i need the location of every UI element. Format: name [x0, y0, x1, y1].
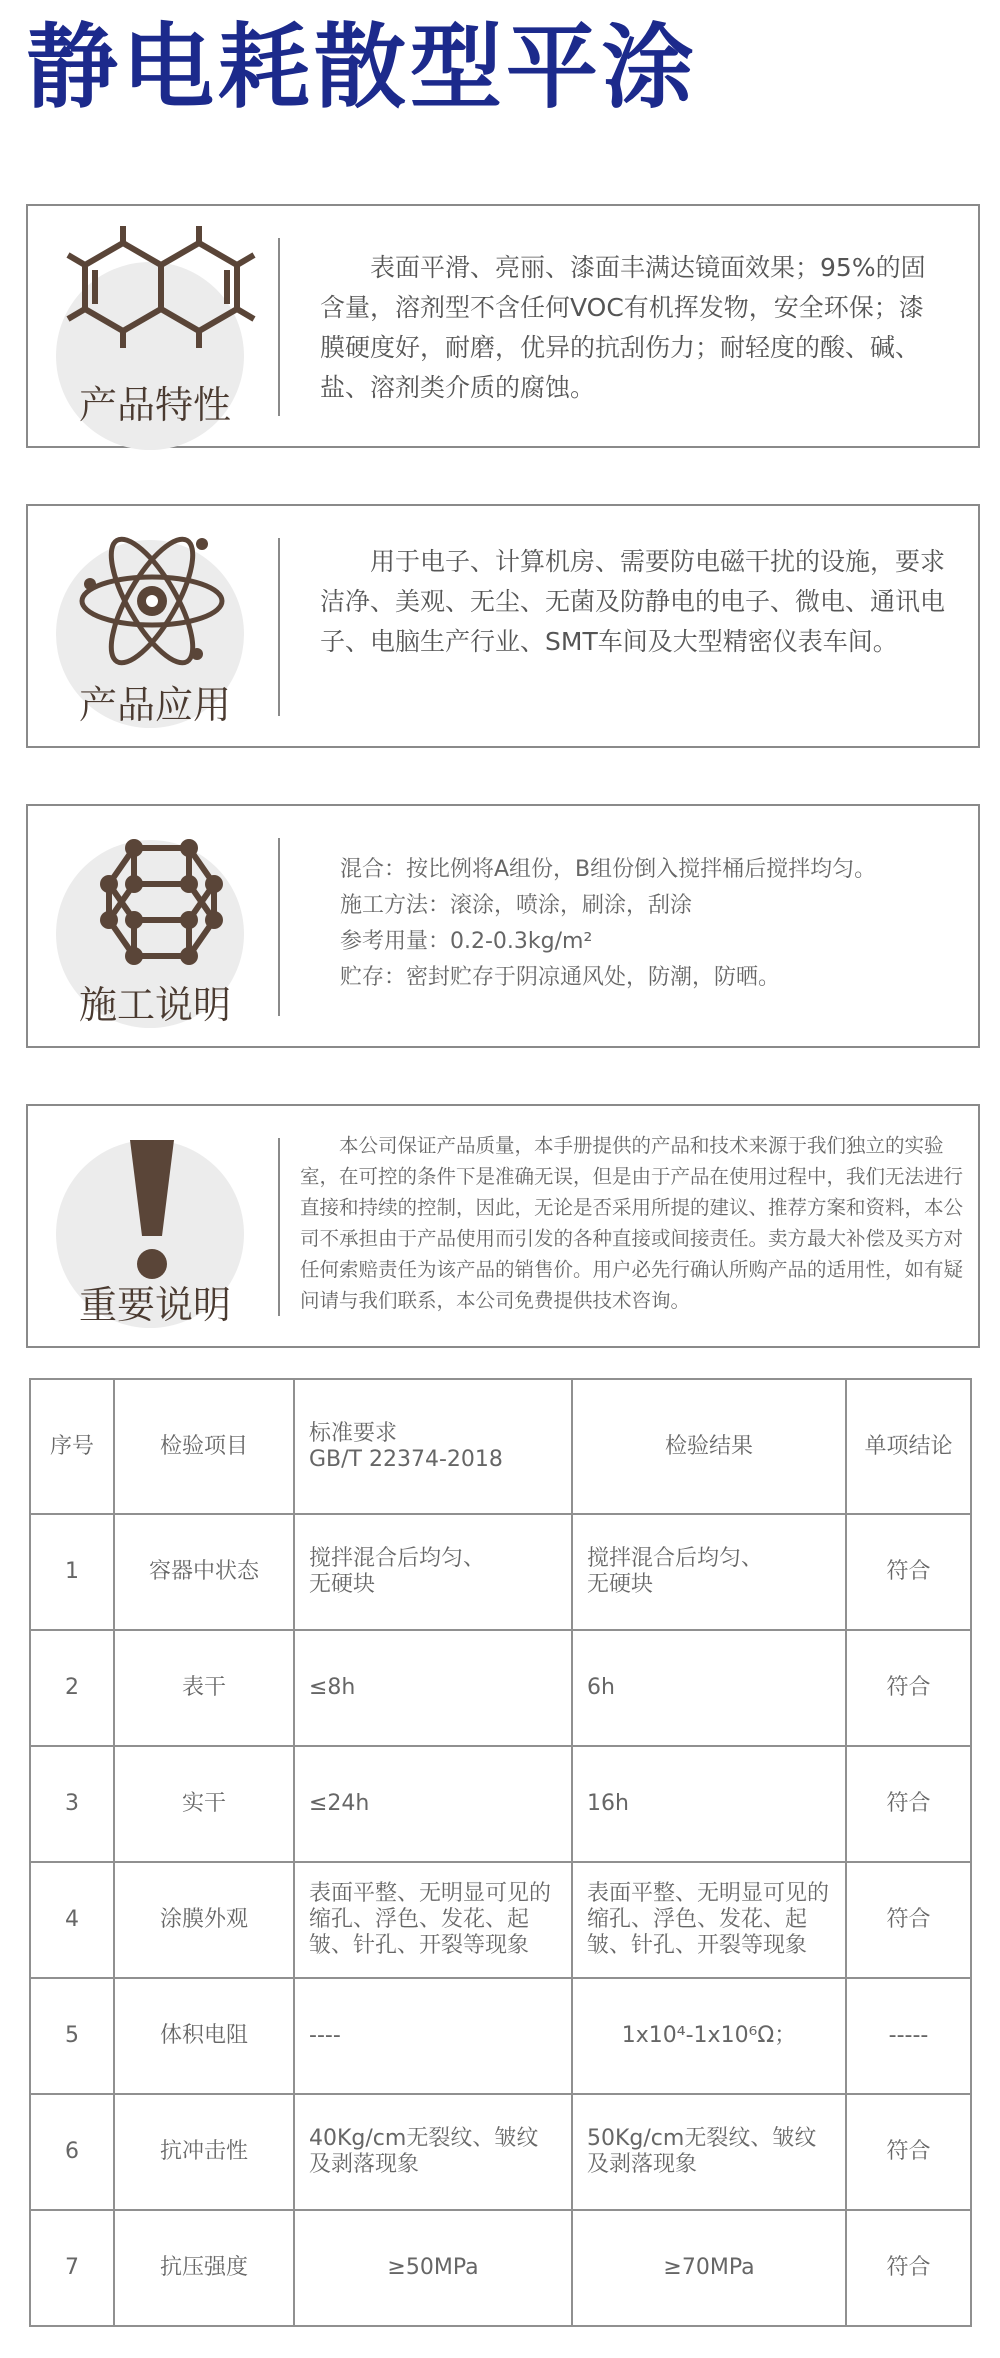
table-cell: 6h [572, 1630, 846, 1746]
table-cell: 实干 [114, 1746, 294, 1862]
table-row [30, 1746, 971, 1862]
card-label: 产品应用 [78, 683, 231, 727]
table-cell: 7 [30, 2210, 114, 2326]
table-cell: 符合 [846, 2094, 971, 2210]
table-row [30, 1514, 971, 1630]
table-cell: 表面平整、无明显可见的缩孔、浮色、发花、起皱、针孔、开裂等现象 [572, 1862, 846, 1978]
divider [278, 838, 280, 1016]
table-header-row [30, 1379, 971, 1514]
table-cell: 体积电阻 [114, 1978, 294, 2094]
divider [278, 1138, 280, 1316]
atom-icon [52, 526, 252, 676]
table-cell: 表干 [114, 1630, 294, 1746]
table-cell: 搅拌混合后均匀、 无硬块 [294, 1514, 572, 1630]
table-cell: ≤24h [294, 1746, 572, 1862]
table-row [30, 1862, 971, 1978]
table-cell: 50Kg/cm无裂纹、皱纹及剥落现象 [572, 2094, 846, 2210]
table-cell: ----- [846, 1978, 971, 2094]
naphthalene-molecule-icon [38, 218, 278, 368]
card-label: 产品特性 [78, 383, 231, 427]
table-row [30, 1630, 971, 1746]
table-cell: 16h [572, 1746, 846, 1862]
table-cell: 符合 [846, 1514, 971, 1630]
table-cell: 符合 [846, 2210, 971, 2326]
inspection-table [29, 1378, 972, 2327]
table-cell: ≤8h [294, 1630, 572, 1746]
table-cell: 搅拌混合后均匀、 无硬块 [572, 1514, 846, 1630]
table-cell: 6 [30, 2094, 114, 2210]
table-cell: 3 [30, 1746, 114, 1862]
important-notice-card [26, 1104, 980, 1348]
table-row [30, 2210, 971, 2326]
table-cell: 表面平整、无明显可见的缩孔、浮色、发花、起皱、针孔、开裂等现象 [294, 1862, 572, 1978]
table-cell: 1 [30, 1514, 114, 1630]
table-cell: 符合 [846, 1746, 971, 1862]
instruction-lines [340, 852, 876, 996]
table-header-cell: 序号 [30, 1379, 114, 1514]
table-cell: ≥50MPa [294, 2210, 572, 2326]
construction-instructions-card [26, 804, 980, 1048]
table-header-cell: 标准要求 GB/T 22374-2018 [294, 1379, 572, 1514]
method-line: 施工方法：滚涂，喷涂，刷涂，刮涂 [340, 893, 693, 918]
table-cell: 抗冲击性 [114, 2094, 294, 2210]
table-cell: 40Kg/cm无裂纹、皱纹及剥落现象 [294, 2094, 572, 2210]
card-label: 施工说明 [78, 983, 231, 1027]
table-header-cell: 检验结果 [572, 1379, 846, 1514]
table-row [30, 2094, 971, 2210]
exclamation-icon [52, 1126, 252, 1296]
dosage-line: 参考用量：0.2-0.3kg/m² [340, 929, 593, 954]
table-row [30, 1978, 971, 2094]
table-cell: ---- [294, 1978, 572, 2094]
table-cell: 抗压强度 [114, 2210, 294, 2326]
page-title: 静电耗散型平涂 [26, 14, 699, 121]
table-cell: 符合 [846, 1862, 971, 1978]
card-body-text: 表面平滑、亮丽、漆面丰满达镜面效果；95%的固含量，溶剂型不含任何VOC有机挥发物，安全环保；漆膜硬度好，耐磨，优异的抗刮伤力；耐轻度的酸、碱、盐、溶剂类介质的腐蚀。 [320, 253, 926, 402]
table-cell: 容器中状态 [114, 1514, 294, 1630]
table-header-cell: 检验项目 [114, 1379, 294, 1514]
crystal-lattice-icon [54, 826, 254, 976]
table-cell: 2 [30, 1630, 114, 1746]
divider [278, 538, 280, 716]
card-body-text: 本公司保证产品质量，本手册提供的产品和技术来源于我们独立的实验室，在可控的条件下是准确无误，但是由于产品在使用过程中，我们无法进行直接和持续的控制，因此，无论是否采用所提的建议、推荐方案和资料，本公司不承担由于产品使用而引发的各种直接或间接责任。卖方最大补偿及买方对任何索赔责任为该产品的销售价。用户必先行确认所购产品的适用性，如有疑问请与我们联系，本公司免费提供技术咨询。 [300, 1134, 964, 1312]
divider [278, 238, 280, 416]
table-header-cell: 单项结论 [846, 1379, 971, 1514]
storage-line: 贮存：密封贮存于阴凉通风处，防潮，防晒。 [340, 965, 781, 990]
table-cell: 5 [30, 1978, 114, 2094]
table-cell: 涂膜外观 [114, 1862, 294, 1978]
card-label: 重要说明 [78, 1283, 231, 1327]
table-cell: 4 [30, 1862, 114, 1978]
product-application-card [26, 504, 980, 748]
card-body-text: 用于电子、计算机房、需要防电磁干扰的设施，要求洁净、美观、无尘、无菌及防静电的电子、微电、通讯电子、电脑生产行业、SMT车间及大型精密仪表车间。 [320, 547, 946, 656]
mixing-line: 混合：按比例将A组份，B组份倒入搅拌桶后搅拌均匀。 [340, 857, 877, 882]
product-features-card [26, 204, 980, 448]
table-cell: ≥70MPa [572, 2210, 846, 2326]
table-cell: 符合 [846, 1630, 971, 1746]
table-cell: 1x10⁴-1x10⁶Ω； [572, 1978, 846, 2094]
